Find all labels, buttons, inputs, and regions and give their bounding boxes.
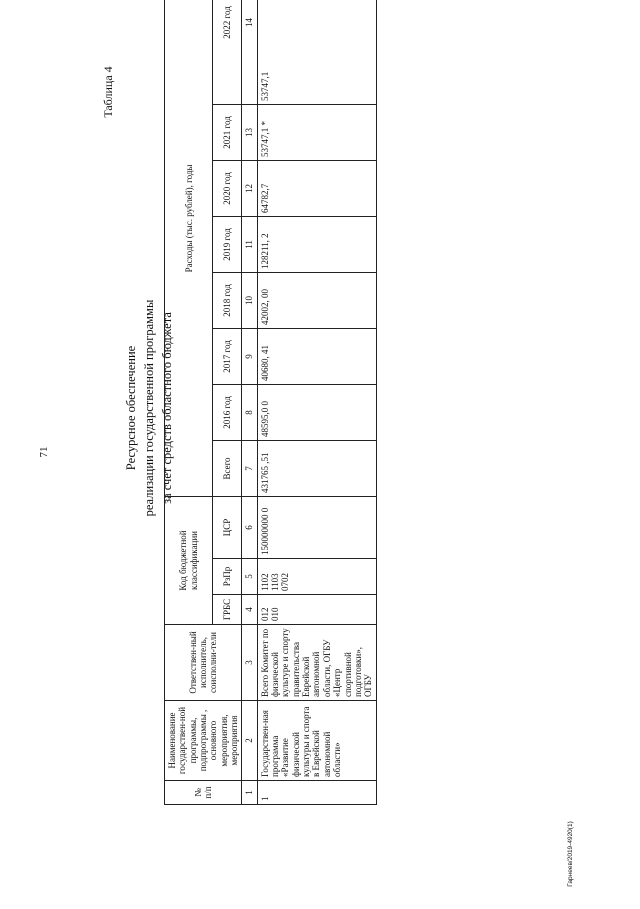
header-2020: 2020 год [212, 160, 241, 216]
page-number: 71 [38, 446, 50, 458]
header-rzpr: РзПр [212, 558, 241, 594]
column-number: 9 [241, 328, 256, 384]
row-csr: 150000000 0 [257, 496, 376, 558]
column-number: 2 [241, 700, 256, 780]
row-2019: 128211, 2 [257, 216, 376, 272]
column-number: 3 [241, 624, 256, 700]
row-rzpr: 1102 1103 0702 [257, 558, 376, 594]
column-number: 6 [241, 496, 256, 558]
column-number: 8 [241, 384, 256, 440]
row-total: 431765 ,51 [257, 440, 376, 496]
header-2016: 2016 год [212, 384, 241, 440]
column-number: 12 [241, 160, 256, 216]
header-2022: 2022 год [212, 0, 241, 104]
header-csr: ЦСР [212, 496, 241, 558]
header-row-1 [164, 0, 212, 804]
row-num: 1 [257, 780, 376, 804]
row-2022: 53747,1 [257, 0, 376, 104]
header-responsible: Ответствен-ный исполнитель, соисполни-тели [164, 624, 241, 700]
row-2016: 48595,0 0 [257, 384, 376, 440]
column-number: 7 [241, 440, 256, 496]
column-number: 14 [241, 0, 256, 104]
header-2017: 2017 год [212, 328, 241, 384]
column-number: 10 [241, 272, 256, 328]
title-line-3: за счет средств областного бюджета [160, 312, 174, 504]
column-number: 5 [241, 558, 256, 594]
header-budget-code: Код бюджетной классификации [164, 496, 212, 624]
row-2021: 53747,1 * [257, 104, 376, 160]
resource-table [164, 0, 377, 805]
row-2018: 42002, 00 [257, 272, 376, 328]
header-name: Наименование государствен-ной программы, подпрограммы , основного мероприятия, мероприятия [164, 700, 241, 780]
header-total: Всего [212, 440, 241, 496]
header-2021: 2021 год [212, 104, 241, 160]
table-label: Таблица 4 [101, 66, 115, 118]
column-number: 1 [241, 780, 256, 804]
column-number-row [241, 0, 256, 804]
header-2018: 2018 год [212, 272, 241, 328]
title-line-1: Ресурсное обеспечение [124, 345, 138, 471]
header-grbs: ГРБС [212, 594, 241, 624]
row-2017: 40680, 41 [257, 328, 376, 384]
table-row [257, 0, 376, 804]
column-number: 11 [241, 216, 256, 272]
footer-code: Гарнеев/2019-4920(1) [567, 821, 574, 887]
header-num: № п/п [164, 780, 241, 804]
row-grbs: 012 010 [257, 594, 376, 624]
row-name: Государствен-ная программа «Развитие физической культуры и спорта в Еврейской автономной области» [257, 700, 376, 780]
header-2019: 2019 год [212, 216, 241, 272]
resource-table-wrapper [164, 0, 373, 805]
column-number: 13 [241, 104, 256, 160]
row-2020: 64782,7 [257, 160, 376, 216]
header-expenses: Расходы (тыс. рублей), годы [164, 0, 212, 496]
row-responsible: Всего Комитет по физической культуре и спорту правительства Еврейской автономной области, ОГБУ «Центр спортивной подготовки», ОГБУ [257, 624, 376, 700]
title-line-2: реализации государственной программы [142, 299, 156, 517]
column-number: 4 [241, 594, 256, 624]
